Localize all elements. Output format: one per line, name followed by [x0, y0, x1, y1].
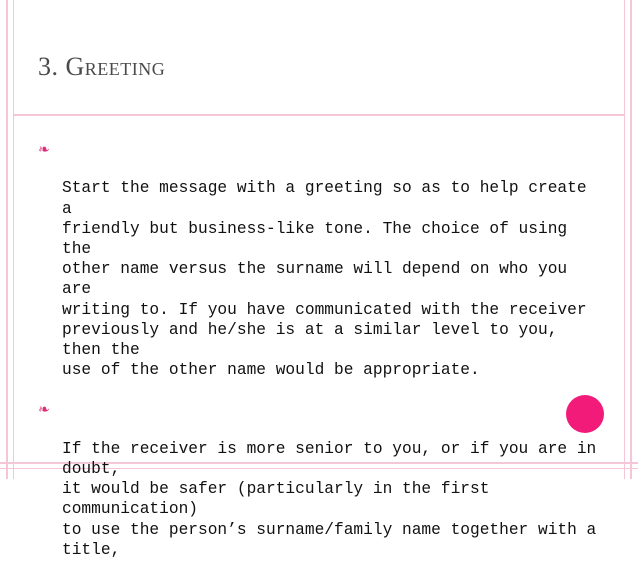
- slide-title-text: Greeting: [65, 52, 166, 81]
- decorative-circle: [566, 395, 604, 433]
- slide-title-number: 3.: [38, 52, 66, 81]
- bullet-list: [38, 138, 598, 578]
- frame-line-left-inner: [13, 0, 14, 479]
- frame-line-right-inner: [624, 0, 625, 479]
- frame-line-right: [630, 0, 632, 479]
- frame-line-left: [6, 0, 8, 479]
- fleuron-bullet-icon: ❧: [38, 402, 50, 419]
- bullet-item: [38, 138, 598, 380]
- fleuron-bullet-icon: ❧: [38, 142, 50, 158]
- bullet-text: Start the message with a greeting so as to help create a friendly but business-like tone. The choice of using the other name versus the surname will depend on who you are writing to. If you have communicated with the receiver previously and he/she is at a similar level to you, then the use of the other name would be appropriate.: [62, 179, 587, 380]
- bullet-item: [38, 398, 598, 560]
- slide-title: [38, 52, 165, 82]
- title-divider: [14, 114, 624, 116]
- bullet-text: If the receiver is more senior to you, or if you are in doubt, it would be safer (particularly in the first communication) to use the person’s surname/family name together with a title,: [62, 439, 597, 559]
